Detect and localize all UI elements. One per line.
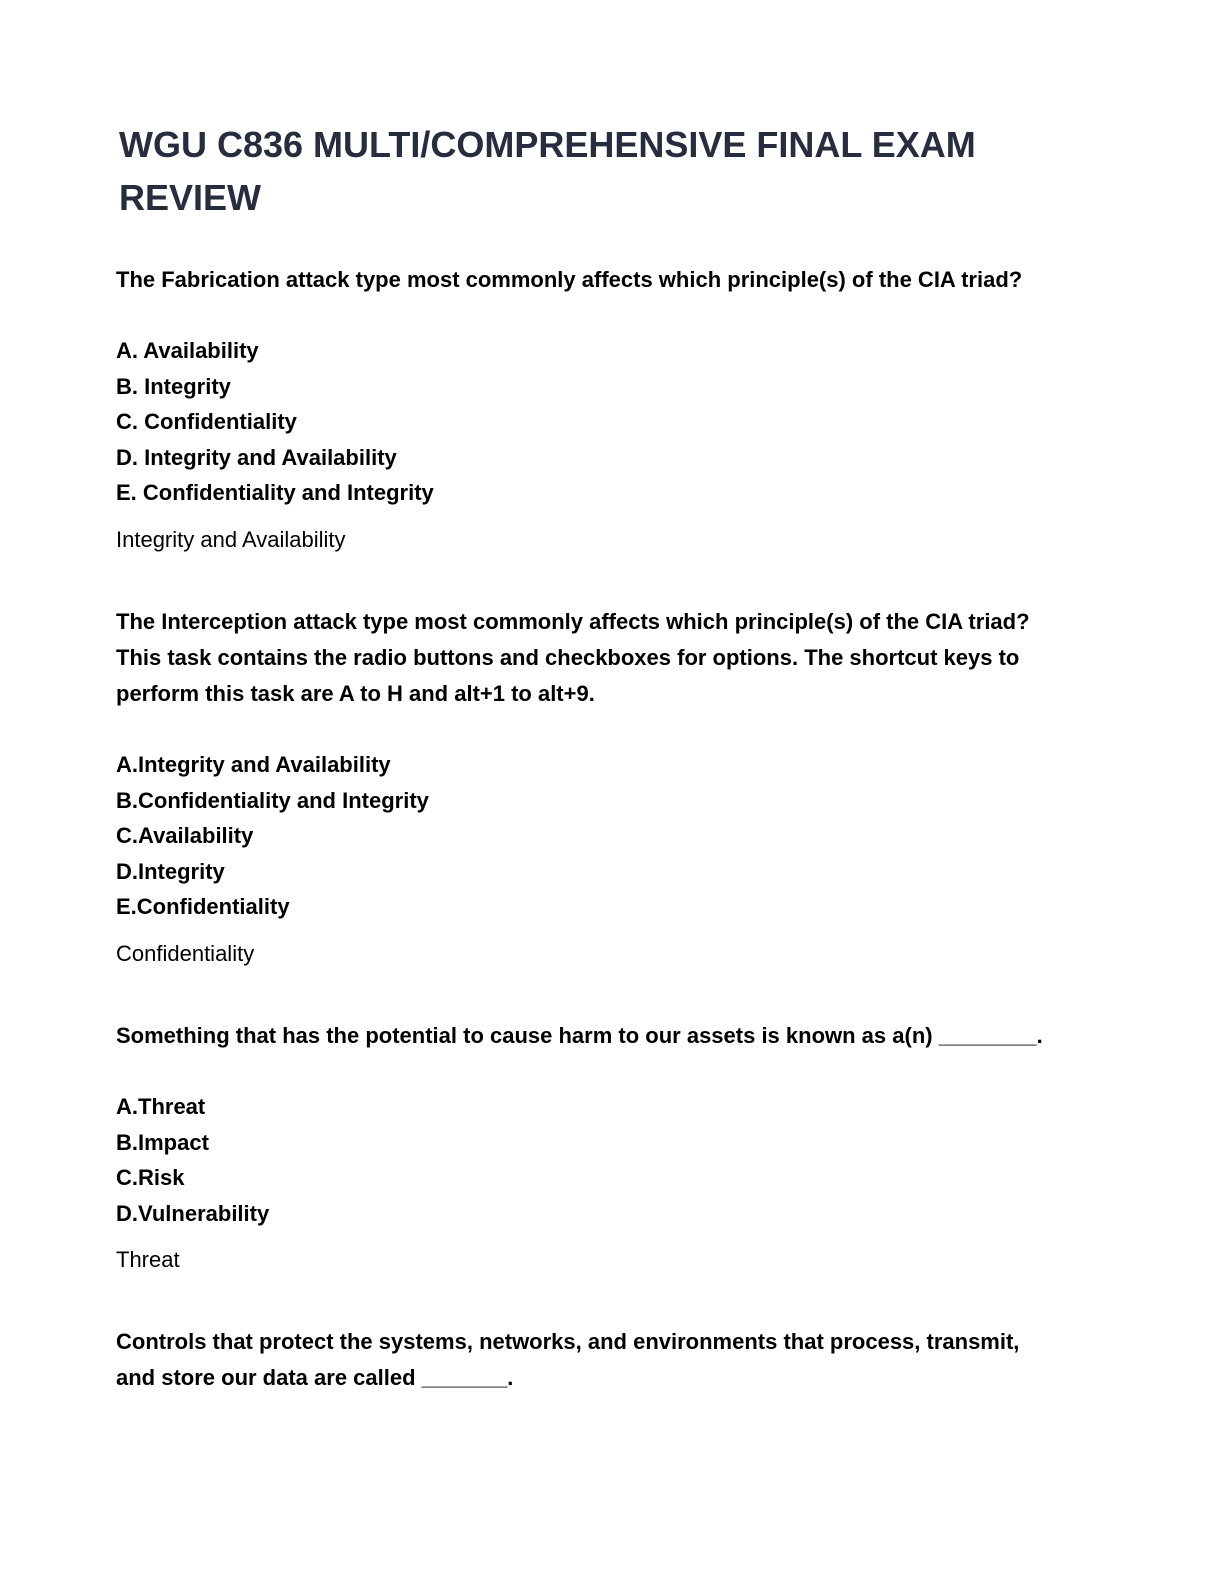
answer-text: Threat <box>116 1247 180 1273</box>
answer-text: Integrity and Availability <box>116 526 346 552</box>
option-a: A. Availability <box>116 338 259 363</box>
question-text: Controls that protect the systems, networks, and environments that process, transmit, and store our data are called _______. <box>116 1329 1020 1391</box>
option-a: A.Threat <box>116 1093 206 1119</box>
option-e: E. Confidentiality and Integrity <box>116 480 434 506</box>
option-c: C.Risk <box>116 1165 185 1191</box>
question-2 <box>116 604 1076 972</box>
document-title: WGU C836 MULTI/COMPREHENSIVE FINAL EXAM REVIEW <box>119 124 976 218</box>
question-text: The Interception attack type most commonly affects which principle(s) of the CIA triad? This task contains the radio buttons and checkboxes for options. The shortcut keys to perform this task are A to H and alt+1 to alt+9. <box>116 608 1030 706</box>
question-text: The Fabrication attack type most commonly affects which principle(s) of the CIA triad? <box>116 267 1023 292</box>
option-c: C. Confidentiality <box>116 409 297 435</box>
option-b: B.Impact <box>116 1129 209 1155</box>
option-b: B. Integrity <box>116 373 231 399</box>
answer-text: Confidentiality <box>116 940 255 966</box>
option-a: A.Integrity and Availability <box>116 751 391 777</box>
option-list <box>116 747 1076 925</box>
option-d: D. Integrity and Availability <box>116 444 397 470</box>
option-d: D.Integrity <box>116 858 225 884</box>
option-list <box>116 1089 1076 1231</box>
question-text: Something that has the potential to cause harm to our assets is known as a(n) ________. <box>116 1022 1043 1048</box>
question-4 <box>116 1324 1076 1396</box>
question-list <box>116 262 1076 1396</box>
question-1 <box>116 262 1076 558</box>
option-e: E.Confidentiality <box>116 894 290 920</box>
document-page <box>116 118 1076 1396</box>
question-3 <box>116 1018 1076 1278</box>
option-list <box>116 333 1076 511</box>
option-b: B.Confidentiality and Integrity <box>116 787 429 813</box>
option-d: D.Vulnerability <box>116 1200 270 1226</box>
option-c: C.Availability <box>116 823 254 849</box>
